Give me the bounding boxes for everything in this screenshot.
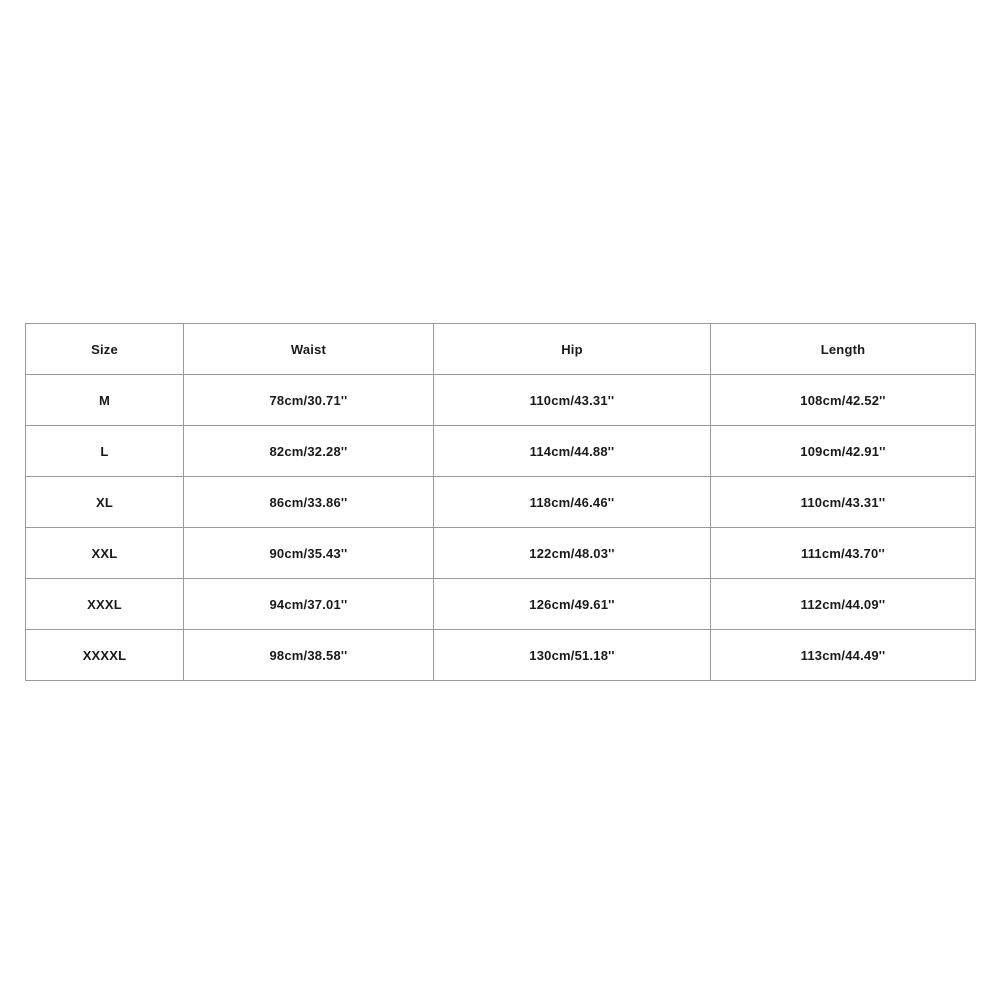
cell-waist: 82cm/32.28'' [184, 426, 434, 477]
column-header-hip: Hip [434, 324, 711, 375]
size-chart-table [25, 323, 976, 681]
cell-hip: 118cm/46.46'' [434, 477, 711, 528]
cell-size: M [26, 375, 184, 426]
cell-waist: 98cm/38.58'' [184, 630, 434, 681]
cell-size: L [26, 426, 184, 477]
cell-length: 112cm/44.09'' [711, 579, 976, 630]
cell-hip: 126cm/49.61'' [434, 579, 711, 630]
table-row [26, 426, 976, 477]
cell-size: XXL [26, 528, 184, 579]
cell-hip: 110cm/43.31'' [434, 375, 711, 426]
table-row [26, 528, 976, 579]
cell-length: 108cm/42.52'' [711, 375, 976, 426]
table-header-row [26, 324, 976, 375]
cell-waist: 94cm/37.01'' [184, 579, 434, 630]
cell-size: XL [26, 477, 184, 528]
size-chart-container [25, 323, 975, 681]
table-row [26, 579, 976, 630]
column-header-length: Length [711, 324, 976, 375]
column-header-waist: Waist [184, 324, 434, 375]
table-row [26, 477, 976, 528]
table-row [26, 630, 976, 681]
cell-length: 110cm/43.31'' [711, 477, 976, 528]
cell-length: 111cm/43.70'' [711, 528, 976, 579]
table-row [26, 375, 976, 426]
cell-waist: 90cm/35.43'' [184, 528, 434, 579]
cell-hip: 130cm/51.18'' [434, 630, 711, 681]
cell-waist: 78cm/30.71'' [184, 375, 434, 426]
cell-size: XXXXL [26, 630, 184, 681]
column-header-size: Size [26, 324, 184, 375]
cell-length: 113cm/44.49'' [711, 630, 976, 681]
cell-size: XXXL [26, 579, 184, 630]
cell-length: 109cm/42.91'' [711, 426, 976, 477]
cell-waist: 86cm/33.86'' [184, 477, 434, 528]
cell-hip: 122cm/48.03'' [434, 528, 711, 579]
cell-hip: 114cm/44.88'' [434, 426, 711, 477]
